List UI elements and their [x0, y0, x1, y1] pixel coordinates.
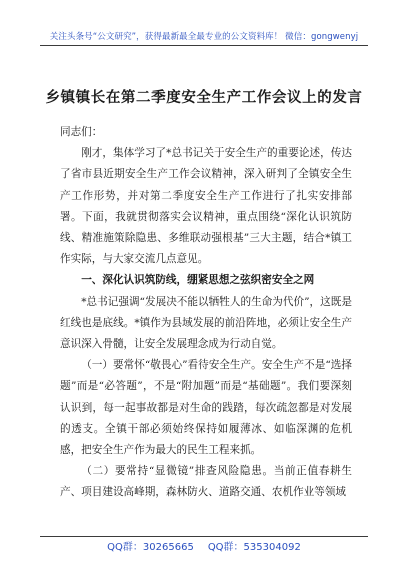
document-body: [60, 122, 352, 504]
footer-qq-2: QQ群：535304092: [207, 542, 301, 553]
document-title: 乡镇镇长在第二季度安全生产工作会议上的发言: [45, 90, 363, 106]
header-note: 关注头条号“公文研究”，获得最新最全最专业的公文资料库！ 微信：gongwenyj: [49, 32, 359, 42]
header-divider: [40, 45, 368, 46]
paragraph-s1-3: （二）要常持“显微镜”排查风险隐患。当前正值春耕生产、项目建设高峰期，森林防火、道路交通、农机作业等领域: [60, 465, 352, 499]
section-heading-1: 一、深化认识筑防线，绷紧思想之弦织密安全之网: [81, 274, 315, 287]
footer-divider: [40, 536, 368, 537]
paragraph-s1-2: （一）要常怀“敬畏心”看待安全生产。安全生产不是“选择题”而是“必答题”，不是“附加题”而是“基础题”。我们要深刻认识到，每一起事故都是对生命的践踏，每次疏忽都是对发展的透支。全镇干部必须始终保持如履薄冰、如临深渊的危机感，把安全生产作为最大的民生工程来抓。: [60, 359, 352, 457]
footer: [0, 538, 408, 553]
paragraph-intro: 刚才，集体学习了*总书记关于安全生产的重要论述，传达了省市县近期安全生产工作会议精神，深入研判了全镇安全生产工作形势，并对第二季度安全生产工作进行了扎实安排部署。下面，我就贯彻落实会议精神，重点围绕“深化认识筑防线、精准施策除隐患、多维联动强根基”三大主题，结合*镇工作实际，与大家交流几点意见。: [60, 147, 352, 266]
footer-qq-1: QQ群：30265665: [107, 542, 194, 553]
paragraph-s1-1: *总书记强调“发展决不能以牺牲人的生命为代价”，这既是红线也是底线。*镇作为县域发展的前沿阵地，必须让安全生产意识深入骨髓，让安全发展理念成为行动自觉。: [60, 295, 352, 351]
greeting: 同志们：: [60, 126, 103, 138]
